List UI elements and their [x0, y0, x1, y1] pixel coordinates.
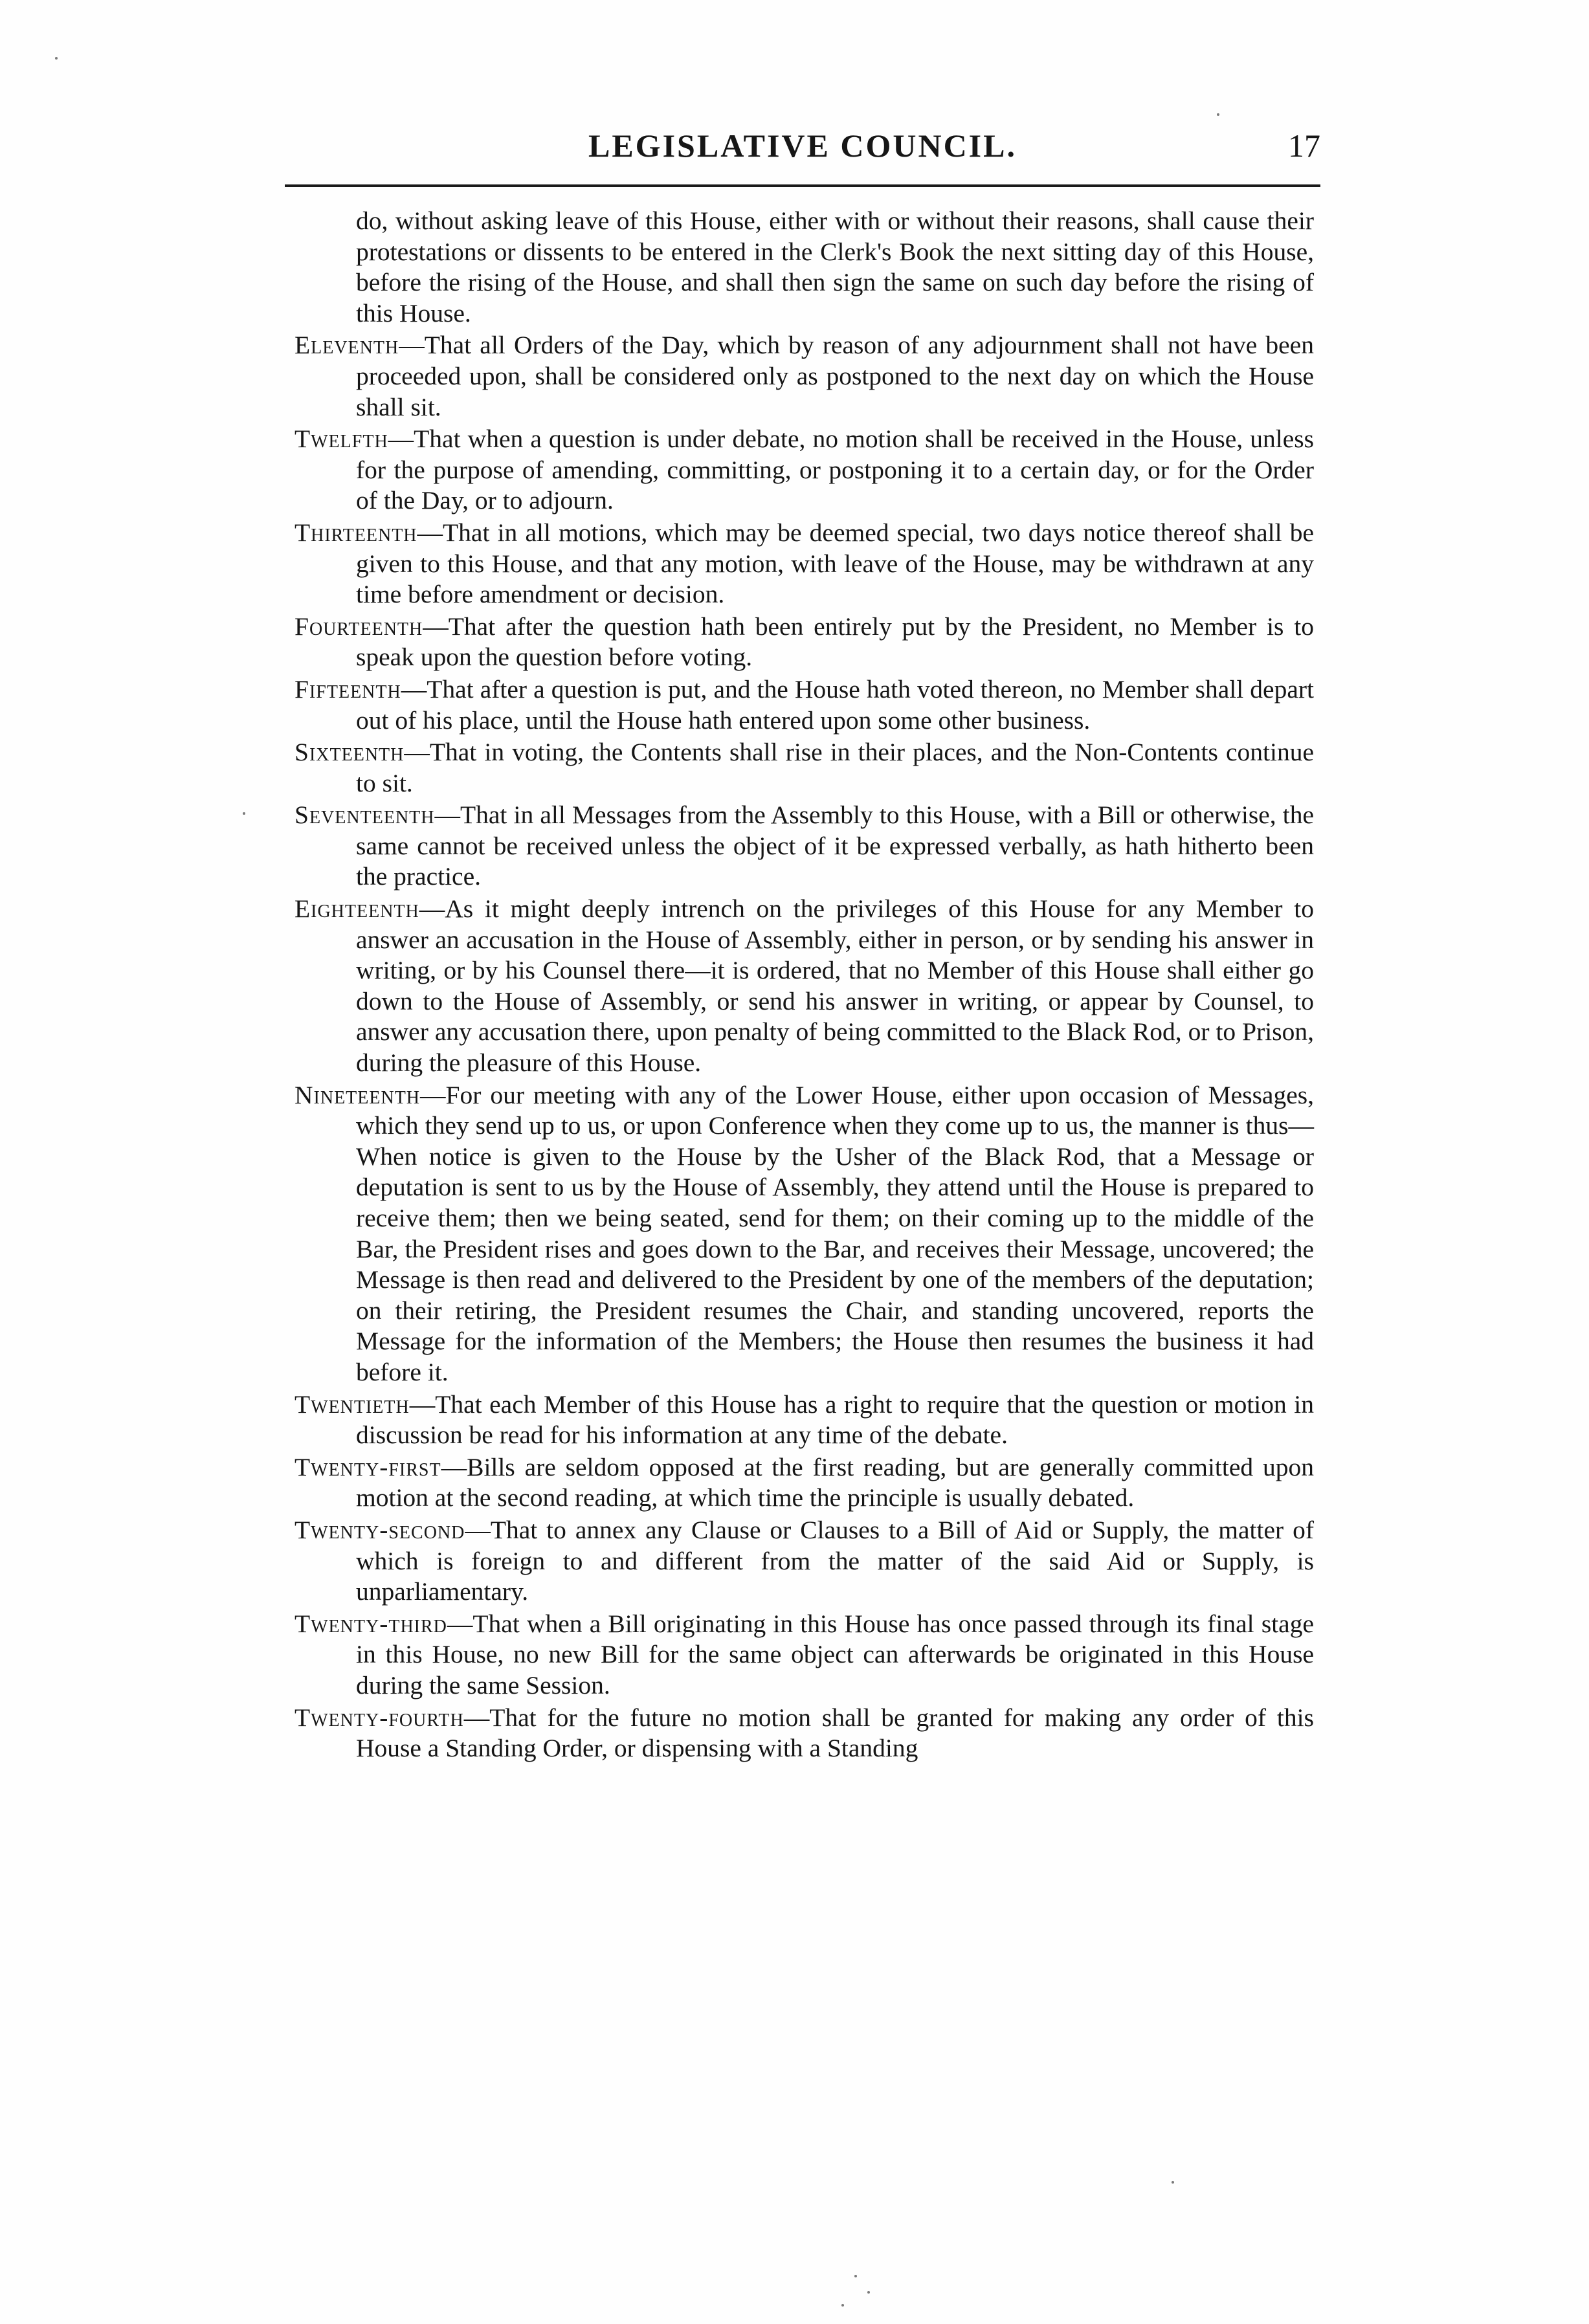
order-label: Twenty-second	[294, 1515, 465, 1544]
order-text: —That when a question is under debate, no motion shall be received in the House, unless for the purpose of amending, committing, or postponing it to a certain day, or for the Order of the Day, or to adjourn.	[356, 425, 1314, 515]
order-text: —As it might deeply intrench on the privileges of this House for any Member to answer an accusation in the House of Assembly, either in person, or by sending his answer in writing, or by his Counsel there—it is ordered, that no Member of this House shall either go down to the House of Assembly, or send his answer in writing, or appear by Counsel, to answer any accusation there, upon penalty of being committed to the Black Rod, or to Prison, during the pleasure of this House.	[356, 894, 1314, 1078]
standing-order-seventeenth	[294, 800, 1314, 892]
order-text: —That when a Bill originating in this House has once passed through its final stage in this House, no new Bill for the same object can afterwards be originated in this House during the same Session.	[356, 1609, 1314, 1699]
order-label: Eighteenth	[294, 894, 419, 924]
standing-order-twelfth	[294, 424, 1314, 516]
standing-order-twenty-fourth	[294, 1703, 1314, 1764]
order-label: Twelfth	[294, 425, 388, 454]
order-label: Twentieth	[294, 1389, 410, 1419]
order-label: Eleventh	[294, 331, 399, 360]
print-speck	[841, 2304, 844, 2307]
order-label: Fourteenth	[294, 612, 423, 641]
standing-orders-body	[294, 206, 1314, 1765]
standing-order-twenty-third	[294, 1609, 1314, 1701]
order-label: Nineteenth	[294, 1080, 421, 1109]
standing-order-fourteenth	[294, 612, 1314, 673]
order-text: —That in all motions, which may be deemed special, two days notice thereof shall be given to this House, and that any motion, with leave of the House, may be withdrawn at any time before amendment or decision.	[356, 518, 1314, 609]
print-speck	[1217, 113, 1219, 116]
order-text: —That in all Messages from the Assembly to this House, with a Bill or otherwise, the same cannot be received unless the object of it be expressed verbally, as hath hitherto been the practice.	[356, 801, 1314, 891]
order-label: Seventeenth	[294, 801, 435, 830]
order-label: Twenty-third	[294, 1609, 447, 1638]
standing-order-twentieth	[294, 1389, 1314, 1451]
page-number: 17	[1288, 127, 1320, 164]
order-label: Fifteenth	[294, 674, 401, 703]
standing-order-twenty-second	[294, 1515, 1314, 1608]
print-speck	[854, 2275, 857, 2277]
order-label: Twenty-fourth	[294, 1703, 464, 1732]
standing-order-sixteenth	[294, 737, 1314, 799]
order-text: —That after a question is put, and the House hath voted thereon, no Member shall depart out of his place, until the House hath entered upon some other business.	[356, 674, 1314, 735]
order-text: —For our meeting with any of the Lower House, either upon occasion of Messages, which they send up to us, or upon Conference when they come up to us, the manner is thus—When notice is given to the House by the Usher of the Black Rod, that a Message or deputation is sent to us by the House of Assembly, they attend until the House is prepared to receive them; then we being seated, send for them; on their coming up to the middle of the Bar, the President rises and goes down to the Bar, and receives their Message, uncovered; the Message is then read and delivered to the President by one of the members of the deputation; on their retiring, the President resumes the Chair, and standing uncovered, reports the Message for the information of the Members; the House then resumes the business it had before it.	[356, 1080, 1314, 1386]
order-label: Thirteenth	[294, 518, 417, 547]
order-label: Twenty-first	[294, 1452, 441, 1481]
standing-order-continuation: do, without asking leave of this House, either with or without their reasons, shall cause their protestations or dissents to be entered in the Clerk's Book the next sitting day of this House, before the rising of the House, and shall then sign the same on such day before the rising of this House.	[356, 206, 1314, 327]
order-text: —Bills are seldom opposed at the first reading, but are generally committed upon motion at the second reading, at which time the principle is usually debated.	[356, 1452, 1314, 1512]
print-speck	[243, 812, 245, 815]
order-text: —That all Orders of the Day, which by reason of any adjournment shall not have been proceeded upon, shall be considered only as postponed to the next day on which the House shall sit.	[356, 331, 1314, 421]
order-text: —That each Member of this House has a right to require that the question or motion in discussion be read for his information at any time of the debate.	[356, 1389, 1314, 1450]
order-text: —That for the future no motion shall be granted for making any order of this House a Standing Order, or dispensing with a Standing	[356, 1703, 1314, 1763]
print-speck	[867, 2291, 870, 2294]
order-text: —That in voting, the Contents shall rise in their places, and the Non-Contents continue to sit.	[356, 738, 1314, 797]
standing-order-nineteenth	[294, 1080, 1314, 1388]
standing-order-eleventh	[294, 330, 1314, 423]
standing-order-fifteenth	[294, 674, 1314, 736]
standing-order-eighteenth	[294, 894, 1314, 1079]
print-speck	[1172, 2181, 1174, 2184]
order-label: Sixteenth	[294, 738, 405, 767]
header-rule	[285, 184, 1320, 187]
standing-order-thirteenth	[294, 518, 1314, 610]
order-text: —That after the question hath been entirely put by the President, no Member is to speak upon the question before voting.	[356, 612, 1314, 672]
standing-order-twenty-first	[294, 1452, 1314, 1514]
print-speck	[55, 57, 58, 60]
running-title: LEGISLATIVE COUNCIL.	[588, 127, 1017, 164]
page-header	[285, 123, 1320, 175]
order-text: —That to annex any Clause or Clauses to a Bill of Aid or Supply, the matter of which is foreign to and different from the matter of the said Aid or Supply, is unparliamentary.	[356, 1515, 1314, 1606]
